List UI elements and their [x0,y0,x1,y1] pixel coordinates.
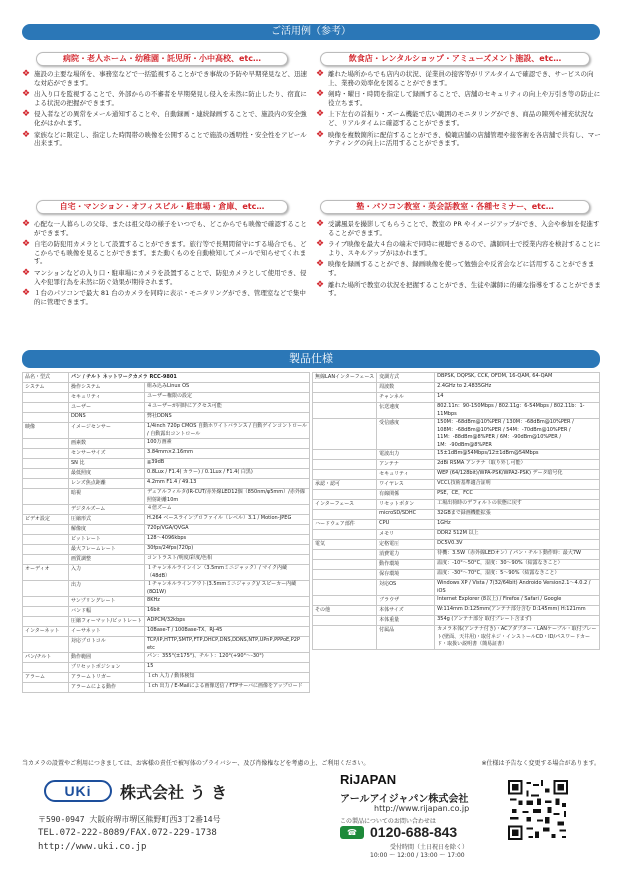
spec-value: 15 [145,663,310,673]
table-row [23,673,310,683]
spec-value: １チャンネルラインアウト(3.5mmミニジャック)/ スピーカー内蔵(8Ω1W) [145,581,310,597]
table-row [313,480,600,490]
spec-item: 圧縮フォーマット/ビットレート [69,617,145,627]
spec-header: 製品仕様 [22,350,600,368]
spec-category [23,469,69,479]
spec-value: 16bit [145,607,310,617]
spec-category [23,479,69,489]
spec-value: １チャンネルラインイン（3.5mmミニジャック）/ マイク内蔵（48dB） [145,565,310,581]
spec-item: イメージセンサー [69,423,145,439]
spec-item: SN 比 [69,459,145,469]
hours-label: 受付時間（土日祝日を除く） [390,844,469,851]
uki-logo: UKi [44,780,112,802]
list-item: ❖ ライブ映像を最大４台の端末で同時に視聴できるので、講師同士で授業内容を検討することにより、スキルアップがはかれます。 [316,239,601,257]
spec-item: 操作システム [69,383,145,393]
diamond-bullet-icon: ❖ [316,109,325,120]
spec-category: インターネット [23,627,69,637]
table-row [23,555,310,565]
spec-item: 対応OS [377,580,435,596]
spec-category: 承認・認可 [313,480,377,490]
spec-item: 周波数 [377,383,435,393]
table-row [23,403,310,413]
table-row [313,393,600,403]
table-row [23,373,310,383]
diamond-bullet-icon: ❖ [316,129,325,140]
spec-value: デュアルフィルタ(IR-CUT/赤外線LED12個（850nm/φ5mm）/赤外線照射距離10m [145,489,310,505]
table-row [23,565,310,581]
table-row [23,535,310,545]
spec-category [23,581,69,597]
spec-value: 待機：3.5W（赤外線LEDオン）/ パン・チルト動作時：最大7W [435,550,600,560]
spec-value: 2.4GHz to 2.4835GHz [435,383,600,393]
spec-item: DDNS [69,413,145,423]
spec-value: コントラスト/明度/彩度/色相 [145,555,310,565]
spec-item: アンテナ [377,460,435,470]
diamond-bullet-icon: ❖ [22,129,31,140]
spec-item: 伝送速度 [377,403,435,419]
spec-item: サンプリングレート [69,597,145,607]
privacy-note: 当カメラの設置やご利用につきましては、お客様の責任で被写体のプライバシー、及び肖像権などを考慮の上、ご利用ください。 [22,760,370,767]
qr-code-icon [508,780,568,840]
uki-tel-fax: TEL.072-222-8089/FAX.072-229-1738 [38,828,217,838]
spec-category: インターフェース [313,500,377,510]
table-row [23,515,310,525]
spec-category [313,403,377,419]
table-row [313,560,600,570]
spec-value: 30fps/24fps(720p) [145,545,310,555]
spec-item: ブラウザ [377,596,435,606]
spec-category [23,555,69,565]
spec-item: ワイヤレス [377,480,435,490]
spec-category [313,490,377,500]
spec-value: ユーザー権限の設定 [145,393,310,403]
spec-item: 変調方式 [377,373,435,383]
spec-item: 画素数 [69,439,145,449]
table-row [313,550,600,560]
table-row [313,403,600,419]
table-row [23,545,310,555]
table-row [23,413,310,423]
list-item: ❖ 家族などに限定し、指定した時間帯の映像を公開することで施設の透明性・安全性をアピール出来ます。 [22,129,307,148]
usage-list-hospital [22,70,308,151]
list-item: ❖ マンションなどの入り口・駐車場にカメラを設置することで、防犯カメラとして使用でき、侵入や犯罪行為を未然に防ぐ効果が期待されます。 [22,267,307,286]
spec-category: 電気 [313,540,377,550]
diamond-bullet-icon: ❖ [316,279,325,290]
diamond-bullet-icon: ❖ [316,89,325,100]
spec-category [313,470,377,480]
spec-value: H.264 ベースラインプロファイル（レベル）3.1 / Motion-JPEG [145,515,310,525]
uki-url[interactable]: http://www.uki.co.jp [38,842,147,852]
diamond-bullet-icon: ❖ [316,239,325,250]
usage-list-school [316,220,606,301]
table-row [313,626,600,650]
spec-value: 1GHz [435,520,600,530]
diamond-bullet-icon: ❖ [22,288,31,299]
rijapan-company-name: アールアイジャパン株式会社 [340,794,469,805]
list-item: ❖ 上下左右の首振り・ズーム機能で広い範囲のモニタリングができ、商品の陳列や補充状況など、リアルタイムに確認することができます。 [316,109,594,127]
spec-value: Internet Explorer (8以上) / Firefox / Safari / Google [435,596,600,606]
usage-title-school: 塾・パソコン教室・英会話教室・各種セミナー、etc… [320,200,590,214]
spec-category [23,617,69,627]
spec-category: 品名・型式 [23,373,69,383]
table-row [313,460,600,470]
spec-value: WEP (64/128bit)/WPA-PSK/WPA2-PSK) データ暗号化 [435,470,600,480]
spec-category [23,597,69,607]
spec-item: 最低照度 [69,469,145,479]
spec-value: 2dBi RSMA アンテナ（取り外し可能） [435,460,600,470]
spec-item: バンド幅 [69,607,145,617]
usage-title-hospital: 病院・老人ホーム・幼稚園・託児所・小中高校、etc… [36,52,288,66]
spec-item: レンズ焦点距離 [69,479,145,489]
table-row [23,683,310,693]
spec-table-right [312,372,600,650]
spec-category [23,459,69,469]
spec-item: アラームトリガー [69,673,145,683]
spec-category [313,626,377,650]
table-row [23,597,310,607]
spec-value: 720p/VGA/QVGA [145,525,310,535]
spec-item: CPU [377,520,435,530]
spec-category: 無線LANインターフェース [313,373,377,383]
table-row [23,617,310,627]
diamond-bullet-icon: ❖ [22,219,31,229]
spec-value: 150M：-68dBm@10%PER / 130M：-68dBm@10%PER / 108M：-68dBm@10%PER / 54M：-70dBm@10%PER / 11M：-88dBm@8%PER / 6M：-90dBm@10%PER / 1M：-90dBm@8%PER [435,419,600,450]
diamond-bullet-icon: ❖ [22,109,31,120]
spec-category [23,637,69,653]
spec-item: セキュリティ [69,393,145,403]
spec-category: ハードウェア部件 [313,520,377,530]
table-row [23,505,310,515]
spec-value: 14 [435,393,600,403]
spec-value: DDR2 512M 以上 [435,530,600,540]
table-row [313,616,600,626]
spec-category [313,596,377,606]
spec-category [313,560,377,570]
table-row [23,581,310,597]
spec-value: パン：355°(±175°)、チルト：120°(+90°〜-30°) [145,653,310,663]
spec-item: 本体重量 [377,616,435,626]
spec-item: ユーザー [69,403,145,413]
spec-value: PSE，CE，FCC [435,490,600,500]
spec-value: １ch 出力 / E-Mailによる画像送信 / FTPサーバに画像をアップロード [145,683,310,693]
spec-change-note: ※仕様は予告なく変更する場合があります。 [481,760,600,767]
spec-item: 電波出力 [377,450,435,460]
spec-category [313,419,377,450]
rijapan-logo: RiJAPAN [340,772,397,787]
spec-category [23,607,69,617]
spec-value: 4.2mm F1.4 / 49.13 [145,479,310,489]
spec-value: カメラ本体(アンテナ付き)・ACアダプター・LANケーブル・取付プレート(壁面、天井用)・取付ネジ・インストールCD・ID/パスワードカード・取扱い説明書（簡易証書） [435,626,600,650]
contact-label: この製品についてのお問い合わせは [340,818,436,825]
table-row [313,596,600,606]
spec-table-left [22,372,310,693]
spec-value: 15±1dBm@54Mbps/12±1dBm@54Mbps [435,450,600,460]
spec-category [23,439,69,449]
spec-item: メモリ [377,530,435,540]
spec-value: ≧39dB [145,459,310,469]
table-row [313,383,600,393]
spec-category [23,449,69,459]
diamond-bullet-icon: ❖ [22,239,31,250]
spec-category [313,580,377,596]
spec-value: 32GBまで録画機能拡張 [435,510,600,520]
spec-category [313,383,377,393]
spec-item: 最大フレームレート [69,545,145,555]
spec-category: その他 [313,606,377,616]
uki-company-name: 株式会社 う き [120,783,228,802]
spec-item: 有線関係 [377,490,435,500]
usage-list-home [22,220,308,309]
spec-item: 受信感度 [377,419,435,450]
spec-value: 802.11n：90-150Mbps / 802.11g：6-54Mbps / 802.11b：1-11Mbps [435,403,600,419]
spec-item: セキュリティ [377,470,435,480]
spec-item: 出力 [69,581,145,597]
spec-item: 保存環境 [377,570,435,580]
spec-value: 128〜4096kbps [145,535,310,545]
spec-category [23,489,69,505]
spec-value: 温度：-30°〜70°C，湿度：5〜90%（結露なきこと） [435,570,600,580]
table-row [23,393,310,403]
spec-value: 0.8Lux / F1.4( カラー) / 0.1Lux / F1.4( 白黒) [145,469,310,479]
rijapan-url[interactable]: http://www.rijapan.co.jp [374,804,470,813]
spec-item: 圧縮形式 [69,515,145,525]
table-row [23,459,310,469]
table-row [313,580,600,596]
table-row [23,627,310,637]
spec-item: プリセットポジション [69,663,145,673]
spec-value: 組み込みLinux OS [145,383,310,393]
table-row [313,470,600,480]
table-row [313,570,600,580]
spec-item: アラームによる動作 [69,683,145,693]
spec-item: 動作範囲 [69,653,145,663]
spec-category [313,450,377,460]
list-item: ❖ 施設の主要な場所を、事務室などで一括監視することができ事故の予防や早期発見など、迅速な対応ができます。 [22,69,307,87]
spec-category [313,616,377,626]
spec-category [313,393,377,403]
spec-value: ４ユーザーが同時にアクセス可能 [145,403,310,413]
spec-category [313,570,377,580]
list-item: ❖ 映像を複数箇所に配信することができ、模範店舗の店舗管理や接客術を各店舗で共有し、マーケティングの向上に活用することができます。 [316,129,601,148]
table-row [313,606,600,616]
table-row [23,383,310,393]
spec-item: 定格電圧 [377,540,435,550]
table-row [23,489,310,505]
spec-value: ４倍ズーム [145,505,310,515]
table-row [23,479,310,489]
table-row [23,653,310,663]
spec-item: イーサネット [69,627,145,637]
table-row [313,500,600,510]
spec-category: オーディオ [23,565,69,581]
diamond-bullet-icon: ❖ [22,69,31,79]
table-row [313,450,600,460]
uki-address: 〒590-0947 大阪府堺市堺区熊野町西3丁2番14号 [38,815,221,824]
spec-value: 弊社DDNS [145,413,310,423]
spec-category: ビデオ設定 [23,515,69,525]
hours: 10:00 〜 12:00 / 13:00 〜 17:00 [370,852,465,859]
spec-item: 付属品 [377,626,435,650]
table-row [23,469,310,479]
table-row [23,423,310,439]
spec-value: 354g (アンテナ部分 取付ブレート含まず) [435,616,600,626]
spec-value: TCP/IP,HTTP,SMTP,FTP,DHCP,DNS,DDNS,NTP,UPnP,PPPoE,P2P etc [145,637,310,653]
spec-category: システム [23,383,69,393]
table-row [313,490,600,500]
spec-category [313,510,377,520]
spec-item: microSD/SDHC [377,510,435,520]
spec-value: Windows XP / Vista / 7(32/64bit) Androido Version2.1〜4.0.2 / iOS [435,580,600,596]
spec-category [313,530,377,540]
list-item: ❖ 剣時・曜日・時間を指定して録画することで、店舗のセキュリティの向上や万引き等の防止に役立ちます。 [316,89,601,107]
spec-item: 本体サイズ [377,606,435,616]
list-item: ❖ 離れた場所で教室の状況を把握することができ、生徒や講師に的確な指導をすることができます。 [316,279,601,298]
table-row [23,439,310,449]
spec-category: アラーム [23,673,69,683]
usage-header: ご活用例（参考） [22,24,600,40]
spec-item: 消費電力 [377,550,435,560]
spec-category [313,460,377,470]
spec-category [23,403,69,413]
spec-value: W:114mm D:125mm(アンテナ部分含む D:145mm) H:121mm [435,606,600,616]
table-row [313,530,600,540]
diamond-bullet-icon: ❖ [22,267,31,278]
diamond-bullet-icon: ❖ [22,89,31,100]
spec-value: DBPSK, DQPSK, CCK, OFDM, 16-QAM, 64-QAM [435,373,600,383]
spec-item: ビットレート [69,535,145,545]
spec-category [313,550,377,560]
spec-item: 動作環境 [377,560,435,570]
spec-category [23,413,69,423]
spec-category [23,393,69,403]
spec-category [23,525,69,535]
spec-category [23,545,69,555]
usage-list-restaurant [316,70,606,151]
usage-title-restaurant: 飲食店・レンタルショップ・アミューズメント施設、etc… [320,52,590,66]
list-item: ❖ 受講風景を撮影してもらうことで、教室の PR やイメージアップができ、入会や参加を促進することができます。 [316,219,600,237]
spec-category [23,505,69,515]
spec-value: 100万画素 [145,439,310,449]
spec-item: 入力 [69,565,145,581]
spec-value: 3.84mm×2.16mm [145,449,310,459]
spec-item: デジタルズーム [69,505,145,515]
spec-category [23,683,69,693]
list-item: ❖ １台のパソコンで最大 81 台のカメラを同時に表示・モニタリングができ、管理室などで集中的に管理できます。 [22,288,306,306]
table-row [313,540,600,550]
spec-value: VCCI,技術基準適合証明 [435,480,600,490]
list-item: ❖ 出入り口を監視することで、外部からの不審者を早期発見し侵入を未然に防止したり、宿直による状況の把握ができます。 [22,89,307,107]
spec-value: １ch 入力 / 動体検知 [145,673,310,683]
usage-title-home: 自宅・マンション・オフィスビル・駐車場・倉庫、etc… [36,200,288,214]
diamond-bullet-icon: ❖ [316,69,325,79]
spec-value: 温度：-10°〜50°C，湿度：30〜90%（結露なきこと） [435,560,600,570]
spec-item: 解像度 [69,525,145,535]
spec-item: 対応プロトコル [69,637,145,653]
list-item: ❖ 侵入者などの異常をメール通知することや、自動録画・連続録画することで、施設内の安全強化がはかれます。 [22,109,307,127]
spec-value: パン / チルト ネットワークカメラ RCC-9801 [69,373,310,383]
list-item: ❖ 自宅の防犯用カメラとして設置することができます。旅行等で長期間留守にする場合でも、どこからでも映像を見ることができます。また動くものを自動検知してメールで知らせてくれます。 [22,239,307,266]
spec-item: チャンネル [377,393,435,403]
spec-value: 工場出荷時のデフォルトの状態に戻す [435,500,600,510]
diamond-bullet-icon: ❖ [316,219,325,229]
spec-value: 10Base-T / 100Base-TX、RJ-45 [145,627,310,637]
table-row [23,607,310,617]
diamond-bullet-icon: ❖ [316,259,325,270]
spec-category [23,663,69,673]
list-item: ❖ 離れた場所からでも店内の状況、従業員の接客等がリアルタイムで確認でき、サービスの向上、業務の効率化を図ることができます。 [316,69,594,87]
spec-category: 映像 [23,423,69,439]
spec-value: 1/4inch 720p CMOS 自動ホワイトバランス / 自動ゲインコントロール / 自動露出コントロール [145,423,310,439]
table-row [23,637,310,653]
spec-item: センサーサイズ [69,449,145,459]
spec-value: 8KHz [145,597,310,607]
rijapan-phone: 0120-688-843 [370,824,458,840]
spec-value: ADPCM/32kbps [145,617,310,627]
spec-item: リセットボタン [377,500,435,510]
table-row [23,449,310,459]
table-row [313,510,600,520]
spec-value: DC5V0.3V [435,540,600,550]
table-row [23,663,310,673]
footer-note [22,758,600,767]
spec-category: パン/チルト [23,653,69,663]
table-row [313,373,600,383]
list-item: ❖ 映像を録画することができ、録画映像を使って勉強会や反省会などに活用することができます。 [316,259,595,277]
table-row [313,419,600,450]
table-row [23,525,310,535]
spec-item: 画質調整 [69,555,145,565]
freedial-icon: ☎ [340,826,364,839]
spec-category [23,535,69,545]
spec-item: 暗視 [69,489,145,505]
table-row [313,520,600,530]
list-item: ❖ 心配な一人暮らしの父母、または祖父母の様子をいつでも、どこからでも映像で確認することができます。 [22,219,307,237]
